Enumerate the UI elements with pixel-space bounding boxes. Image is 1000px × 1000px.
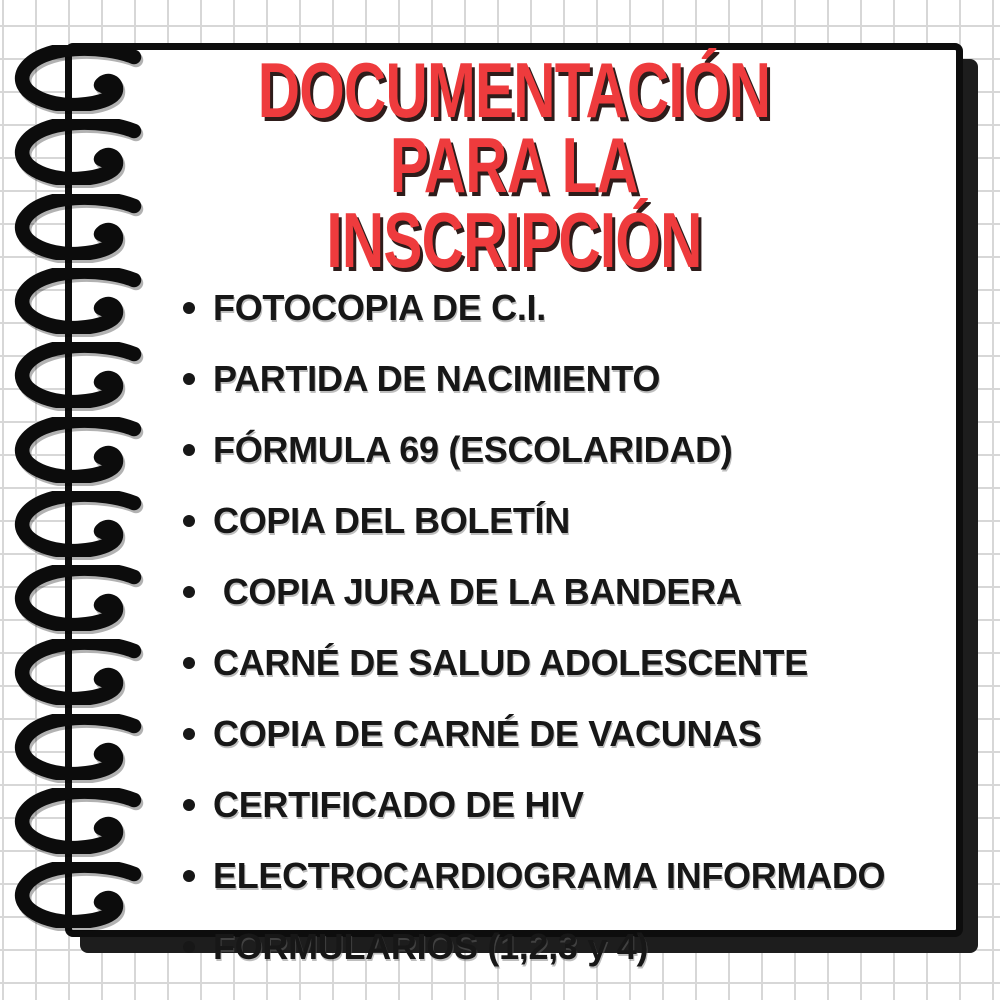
list-item [183, 769, 956, 840]
list-item [183, 911, 956, 982]
bullet-icon [183, 728, 195, 740]
title-line-1: DOCUMENTACIÓN PARA LA [257, 46, 771, 209]
bullet-icon [183, 444, 195, 456]
bullet-icon [183, 941, 195, 953]
bullet-icon [183, 657, 195, 669]
item-text: COPIA DE CARNÉ DE VACUNAS [213, 712, 762, 754]
document-list [72, 272, 956, 982]
item-text: ELECTROCARDIOGRAMA INFORMADO [213, 854, 886, 896]
notebook-page [65, 43, 963, 967]
list-item [183, 840, 956, 911]
item-text: COPIA JURA DE LA BANDERA [213, 570, 742, 612]
page-title [183, 46, 846, 284]
list-item [183, 485, 956, 556]
bullet-icon [183, 302, 195, 314]
item-text: PARTIDA DE NACIMIENTO [213, 357, 661, 399]
list-item [183, 556, 956, 627]
item-text: FÓRMULA 69 (ESCOLARIDAD) [213, 428, 733, 470]
item-text: CERTIFICADO DE HIV [213, 783, 584, 825]
item-text: COPIA DEL BOLETÍN [213, 499, 570, 541]
bullet-icon [183, 373, 195, 385]
list-item [183, 698, 956, 769]
item-text: FOTOCOPIA DE C.I. [213, 286, 546, 328]
list-item [183, 414, 956, 485]
bullet-icon [183, 870, 195, 882]
item-text: CARNÉ DE SALUD ADOLESCENTE [213, 641, 808, 683]
item-text: FORMULARIOS (1,2,3 y 4) [213, 925, 649, 967]
bullet-icon [183, 586, 195, 598]
title-line-2: INSCRIPCIÓN [326, 196, 702, 284]
list-item [183, 627, 956, 698]
list-item [183, 343, 956, 414]
bullet-icon [183, 515, 195, 527]
bullet-icon [183, 799, 195, 811]
